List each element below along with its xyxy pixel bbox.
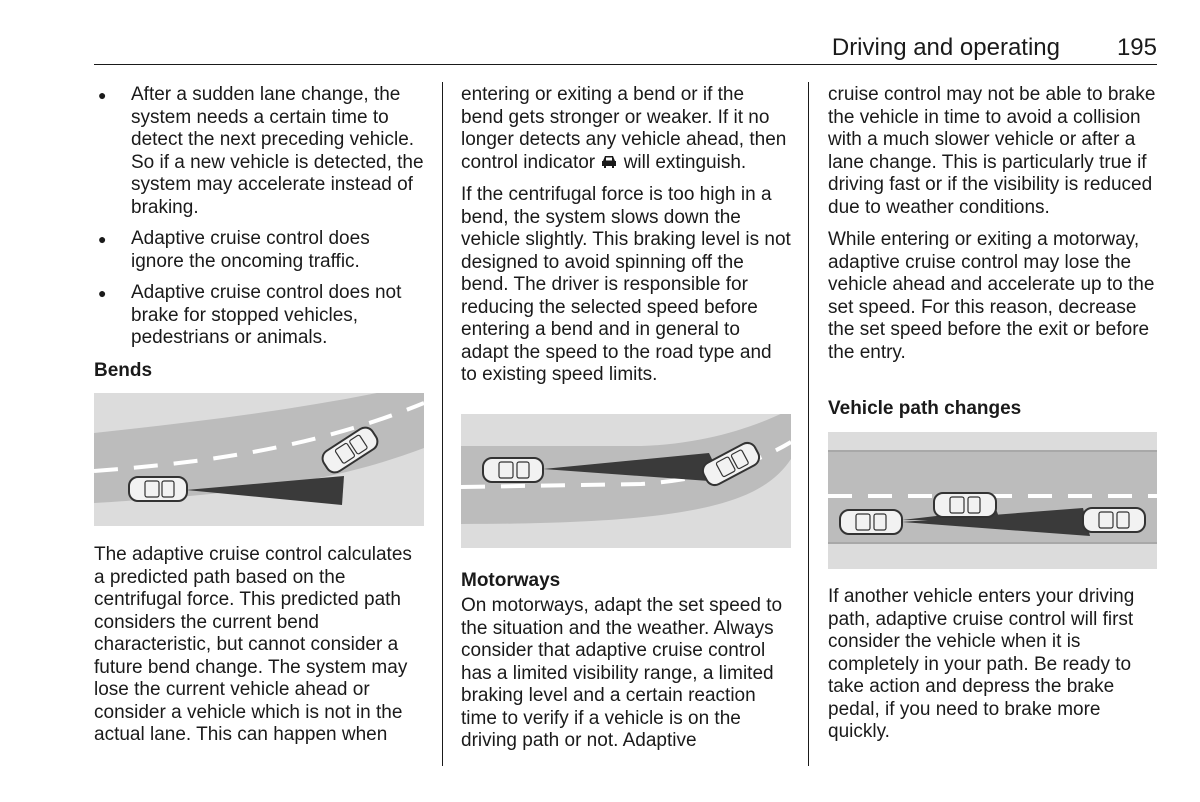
column-2: [461, 84, 791, 397]
vehicle-ahead-indicator-icon: [600, 154, 618, 170]
column-divider-2: [808, 82, 809, 766]
paragraph-motorways: On motorways, adapt the set speed to the situation and the weather. Always consider that adaptive cruise control has a limited visibility range, a limited braking level and a certain reaction time to verify if a vehicle is on the driving path or not. Adaptive: [461, 595, 783, 751]
heading-vehicle-path-changes: Vehicle path changes: [828, 398, 1022, 419]
bullet-item: ● After a sudden lane change, the system needs a certain time to detect the next preceding vehicle. So if a new vehicle is detected, the system may accelerate instead of braking.: [94, 84, 426, 219]
page-number: 195: [1116, 34, 1157, 61]
heading-motorways: Motorways: [461, 570, 561, 591]
heading-bends: Bends: [94, 360, 153, 381]
column-1: [94, 84, 426, 359]
page-header-title: Driving and operating: [831, 34, 1060, 61]
bullet-item: ● Adaptive cruise control does not brake for stopped vehicles, pedestrians or animals.: [94, 282, 426, 350]
figure-bends: [94, 393, 424, 526]
figure-bend-lost-target: [461, 414, 791, 548]
column-divider-1: [442, 82, 443, 766]
paragraph-motorway-entry: While entering or exiting a motorway, adaptive cruise control may lose the vehicle ahead and accelerate up to the set speed. For this reason, decrease the set speed before the exit or before the entry.: [828, 229, 1155, 363]
column-3: [828, 84, 1160, 374]
paragraph-centrifugal: If the centrifugal force is too high in a bend, the system slows down the vehicle slightly. This braking level is not designed to avoid spinning off the bend. The driver is responsible for reducing the selected speed before entering a bend and in general to adapt the speed to the road type and to existing speed limits.: [461, 184, 791, 385]
paragraph-vehicle-enters: If another vehicle enters your driving path, adaptive cruise control will first consider the vehicle when it is completely in your path. Be ready to take action and depress the brake pedal, if you need to brake more quickly.: [828, 586, 1135, 742]
paragraph-collision: cruise control may not be able to brake the vehicle in time to avoid a collision with a much slower vehicle or after a lane change. This is particularly true if driving fast or if the visibility is reduced due to weather conditions.: [828, 84, 1156, 218]
paragraph-bend-change: entering or exiting a bend or if the bend gets stronger or weaker. If it no longer detects any vehicle ahead, then control indicator will extinguish.: [461, 84, 787, 173]
paragraph-bends: The adaptive cruise control calculates a predicted path based on the centrifugal force. This predicted path considers the current bend characteristic, but cannot consider a future bend change. The system may lose the current vehicle ahead or consider a vehicle which is not in the actual lane. This can happen when: [94, 544, 412, 745]
figure-vehicle-path-changes: [828, 432, 1157, 569]
bullet-list: [94, 84, 426, 350]
bullet-item: ● Adaptive cruise control does ignore the oncoming traffic.: [94, 228, 426, 273]
header-rule: [94, 64, 1157, 65]
